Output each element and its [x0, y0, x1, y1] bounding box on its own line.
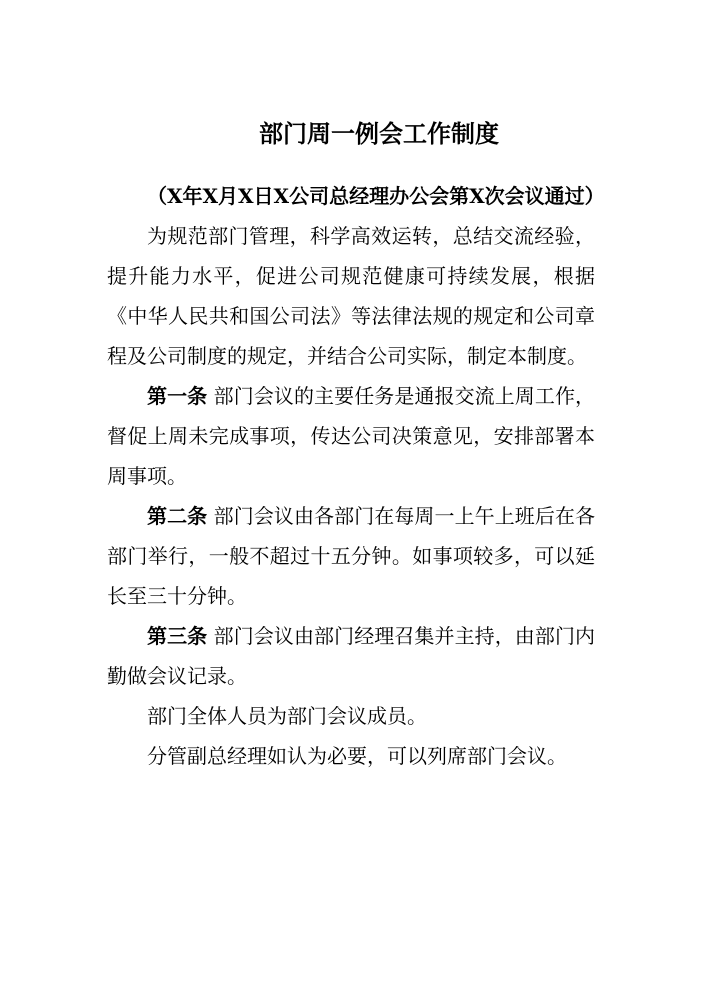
article-1-label: 第一条: [147, 384, 208, 408]
article-3-label: 第三条: [147, 624, 208, 648]
article-3-text: 部门会议由部门经理召集并主持，由部门内勤做会议记录。: [107, 624, 596, 688]
document-title: 部门周一例会工作制度: [259, 119, 499, 148]
article-2-label: 第二条: [147, 504, 208, 528]
article-2: [107, 496, 595, 616]
article-2-text: 部门会议由各部门在每周一上午上班后在各部门举行，一般不超过十五分钟。如事项较多，可以延长至三十分钟。: [107, 504, 596, 608]
article-1: [107, 376, 595, 496]
document-content: [107, 114, 605, 776]
members-paragraph: 部门全体人员为部门会议成员。: [147, 704, 427, 728]
preamble-paragraph: 为规范部门管理，科学高效运转，总结交流经验，提升能力水平，促进公司规范健康可持续发展，根据《中华人民共和国公司法》等法律法规的规定和公司章程及公司制度的规定，并结合公司实际，制定本制度。: [107, 224, 595, 368]
article-3: [107, 616, 595, 696]
attendance-paragraph: 分管副总经理如认为必要，可以列席部门会议。: [147, 744, 567, 768]
article-1-text: 部门会议的主要任务是通报交流上周工作，督促上周未完成事项，传达公司决策意见，安排部署本周事项。: [107, 384, 596, 488]
document-subtitle: （X年X月X日X公司总经理办公会第X次会议通过）: [147, 184, 605, 208]
